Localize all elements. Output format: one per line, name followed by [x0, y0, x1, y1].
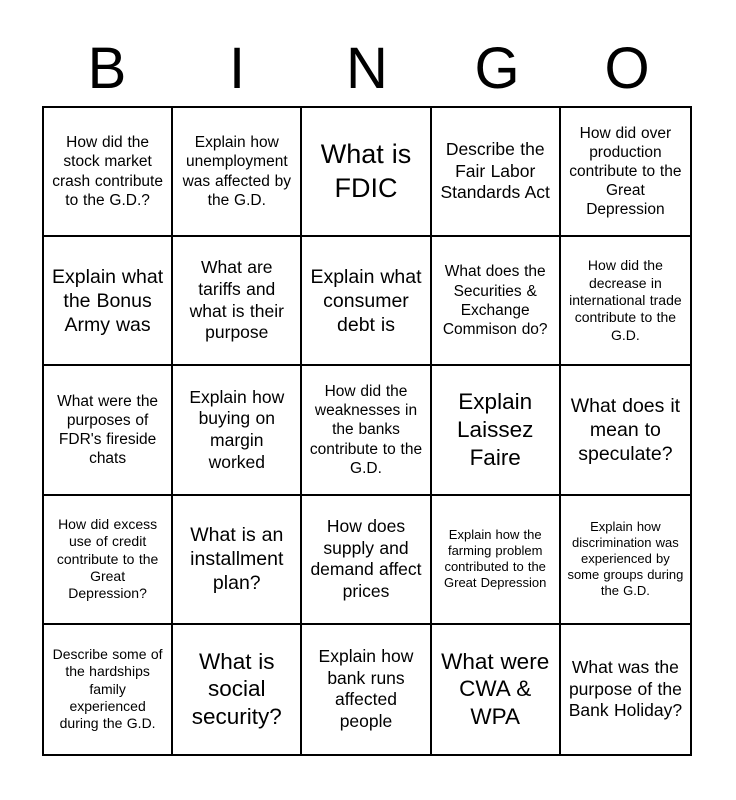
- bingo-cell-r5c4[interactable]: [432, 625, 561, 754]
- bingo-cell-r4c3[interactable]: [302, 496, 431, 625]
- bingo-cell-r1c5[interactable]: [561, 108, 690, 237]
- bingo-cell-text: What were the purposes of FDR's fireside chats: [57, 392, 159, 468]
- bingo-cell-text: How did excess use of credit contribute to the Great Depression?: [56, 515, 159, 602]
- bingo-grid: [42, 106, 692, 756]
- bingo-cell-text: What was the purpose of the Bank Holiday?: [568, 656, 683, 721]
- bingo-cell-text: What were CWA & WPA: [441, 648, 550, 730]
- bingo-letter-o: O: [604, 36, 650, 102]
- bingo-cell-r3c1[interactable]: [44, 366, 173, 495]
- bingo-cell-text: Explain what consumer debt is: [310, 265, 422, 336]
- bingo-cell-text: How did over production contribute to the Great Depression: [569, 124, 682, 219]
- bingo-cell-r4c4[interactable]: [432, 496, 561, 625]
- bingo-cell-r2c1[interactable]: [44, 237, 173, 366]
- bingo-cell-r5c3[interactable]: [302, 625, 431, 754]
- bingo-cell-r5c5[interactable]: [561, 625, 690, 754]
- bingo-cell-text: Explain how buying on margin worked: [189, 386, 285, 472]
- bingo-cell-r1c4[interactable]: [432, 108, 561, 237]
- bingo-cell-r1c2[interactable]: [173, 108, 302, 237]
- bingo-cell-text: What is social security?: [191, 648, 282, 730]
- bingo-cell-text: How does supply and demand affect prices: [310, 515, 422, 601]
- bingo-letter-n: N: [346, 36, 388, 102]
- bingo-letter-b: B: [87, 36, 127, 102]
- bingo-cell-r2c5[interactable]: [561, 237, 690, 366]
- bingo-cell-text: Explain what the Bonus Army was: [52, 265, 164, 336]
- bingo-cell-r3c4[interactable]: [432, 366, 561, 495]
- bingo-cell-text: How did the stock market crash contribute to the G.D.?: [52, 134, 163, 209]
- bingo-cell-text: Explain how bank runs affected people: [318, 646, 414, 732]
- bingo-cell-r2c3[interactable]: [302, 237, 431, 366]
- bingo-cell-text: Explain how the farming problem contributed to the Great Depression: [444, 526, 547, 591]
- bingo-cell-text: How did the decrease in international trade contribute to the G.D.: [569, 257, 682, 343]
- bingo-cell-r2c4[interactable]: [432, 237, 561, 366]
- bingo-letter-g: G: [474, 36, 520, 102]
- bingo-cell-r1c1[interactable]: [44, 108, 173, 237]
- bingo-cell-text: Explain how discrimination was experienced by some groups during the G.D.: [567, 518, 684, 599]
- bingo-cell-r3c2[interactable]: [173, 366, 302, 495]
- bingo-cell-text: Explain how unemployment was affected by the G.D.: [182, 134, 291, 209]
- bingo-cell-r3c3[interactable]: [302, 366, 431, 495]
- bingo-cell-text: What does the Securities & Exchange Commison do?: [442, 263, 548, 338]
- bingo-cell-r4c2[interactable]: [173, 496, 302, 625]
- bingo-cell-text: Describe the Fair Labor Standards Act: [440, 139, 550, 203]
- bingo-cell-r5c1[interactable]: [44, 625, 173, 754]
- bingo-cell-r4c5[interactable]: [561, 496, 690, 625]
- bingo-cell-r2c2[interactable]: [173, 237, 302, 366]
- bingo-cell-r5c2[interactable]: [173, 625, 302, 754]
- bingo-cell-r1c3[interactable]: [302, 108, 431, 237]
- bingo-letter-i: I: [228, 36, 246, 102]
- bingo-title: [42, 0, 692, 104]
- bingo-cell-text: What is FDIC: [320, 139, 412, 203]
- bingo-cell-r3c5[interactable]: [561, 366, 690, 495]
- bingo-cell-text: What is an installment plan?: [190, 523, 284, 595]
- bingo-cell-r4c1[interactable]: [44, 496, 173, 625]
- bingo-cell-text: What are tariffs and what is their purpose: [189, 257, 284, 343]
- bingo-cell-text: How did the weaknesses in the banks contribute to the G.D.: [309, 382, 423, 477]
- bingo-cell-text: Explain Laissez Faire: [457, 389, 534, 470]
- bingo-cell-text: What does it mean to speculate?: [570, 394, 681, 466]
- bingo-cell-text: Describe some of the hardships family experienced during the G.D.: [52, 645, 163, 732]
